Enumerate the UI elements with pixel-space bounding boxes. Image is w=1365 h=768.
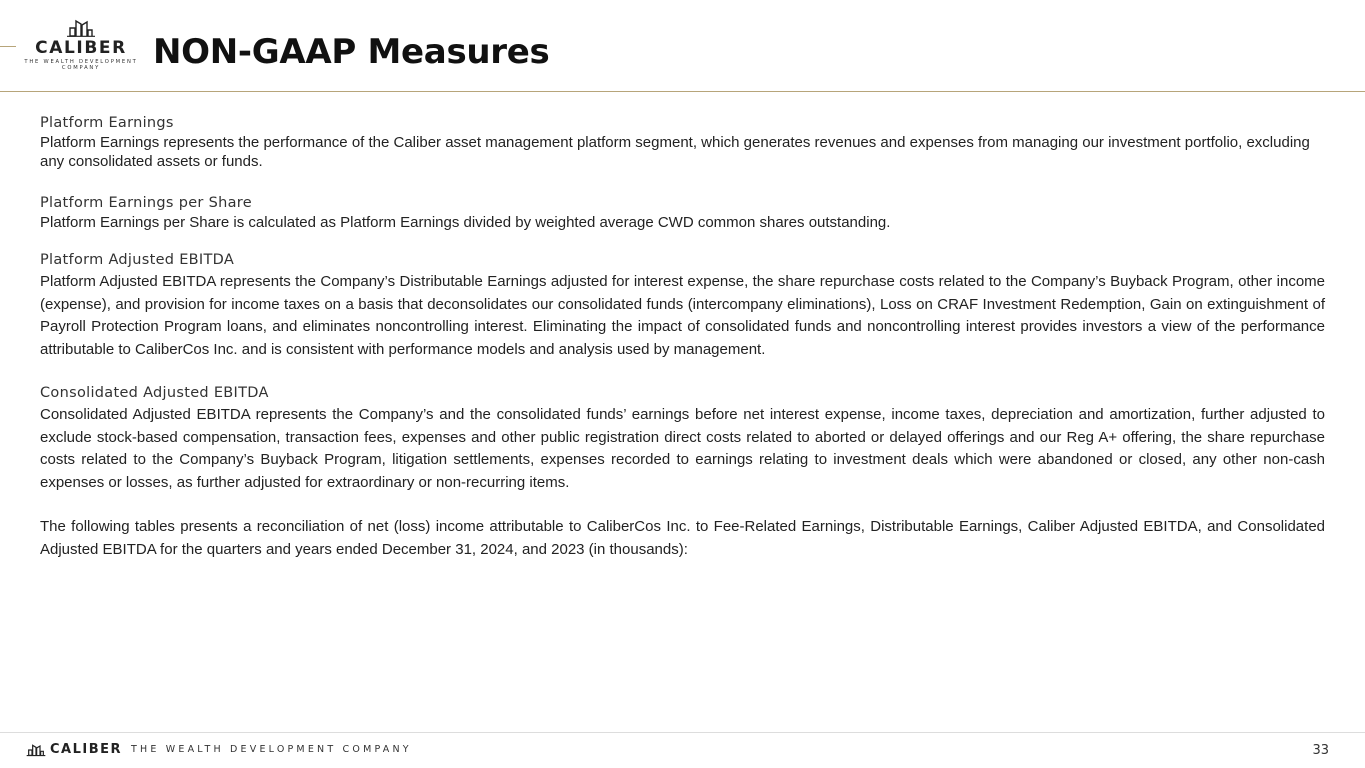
page-number: 33 <box>1312 743 1329 758</box>
section-body: Platform Adjusted EBITDA represents the Company’s Distributable Earnings adjusted for interest expense, the share repurchase costs related to the Company’s Buyback Program, other income (expense), and provision for income taxes on a basis that deconsolidates our consolidated funds (intercompany eliminations), Loss on CRAF Investment Redemption, Gain on extinguishment of Payroll Protection Program loans, and eliminates noncontrolling interest. Eliminating the impact of consolidated funds and noncontrolling interest provides investors a view of the performance attributable to CaliberCos Inc. and is consistent with performance models and analysis used by management. <box>40 273 1325 358</box>
buildings-icon <box>26 743 46 757</box>
section-body: Consolidated Adjusted EBITDA represents the Company’s and the consolidated funds’ earnings before net interest expense, income taxes, depreciation and amortization, further adjusted to exclude stock-based compensation, transaction fees, expenses and other public registration direct costs related to aborted or delayed offerings and our Reg A+ offering, the share repurchase costs related to the Company’s Buyback Program, litigation settlements, expenses recorded to earnings relating to investment deals which were abandoned or closed, any other non-cash expenses or losses, as further adjusted for extraordinary or non-recurring items. <box>40 406 1325 491</box>
page-title: NON-GAAP Measures <box>153 32 550 72</box>
section-consolidated-adjusted-ebitda <box>40 384 1325 494</box>
section-platform-earnings <box>40 114 1325 171</box>
section-body: Platform Earnings per Share is calculated as Platform Earnings divided by weighted average CWD common shares outstanding. <box>40 214 891 231</box>
section-heading: Platform Adjusted EBITDA <box>40 252 235 268</box>
footer-logo <box>26 742 412 758</box>
buildings-icon <box>66 19 96 37</box>
header-divider <box>0 91 1365 92</box>
reconciliation-note: The following tables presents a reconciliation of net (loss) income attributable to CaliberCos Inc. to Fee-Related Earnings, Distributable Earnings, Caliber Adjusted EBITDA, and Consolidated Adjusted EBITDA for the quarters and years ended December 31, 2024, and 2023 (in thousands): <box>40 518 1325 558</box>
header-accent-tick <box>0 46 16 47</box>
footer-brand-text: CALIBER <box>50 742 123 757</box>
logo-brand-text: CALIBER <box>35 38 127 58</box>
section-heading: Platform Earnings <box>40 115 174 131</box>
footer-divider <box>0 732 1365 733</box>
caliber-logo <box>22 19 140 73</box>
logo-tagline-text: THE WEALTH DEVELOPMENT COMPANY <box>24 59 138 71</box>
section-body: Platform Earnings represents the performance of the Caliber asset management platform segment, which generates revenues and expenses from managing our investment portfolio, excluding any consolidated assets or funds. <box>40 134 1310 170</box>
section-heading: Consolidated Adjusted EBITDA <box>40 385 269 401</box>
slide-content <box>40 114 1325 561</box>
section-platform-adjusted-ebitda <box>40 251 1325 361</box>
section-platform-eps <box>40 194 1325 232</box>
footer-tagline-text: THE WEALTH DEVELOPMENT COMPANY <box>131 744 412 755</box>
section-heading: Platform Earnings per Share <box>40 195 252 211</box>
